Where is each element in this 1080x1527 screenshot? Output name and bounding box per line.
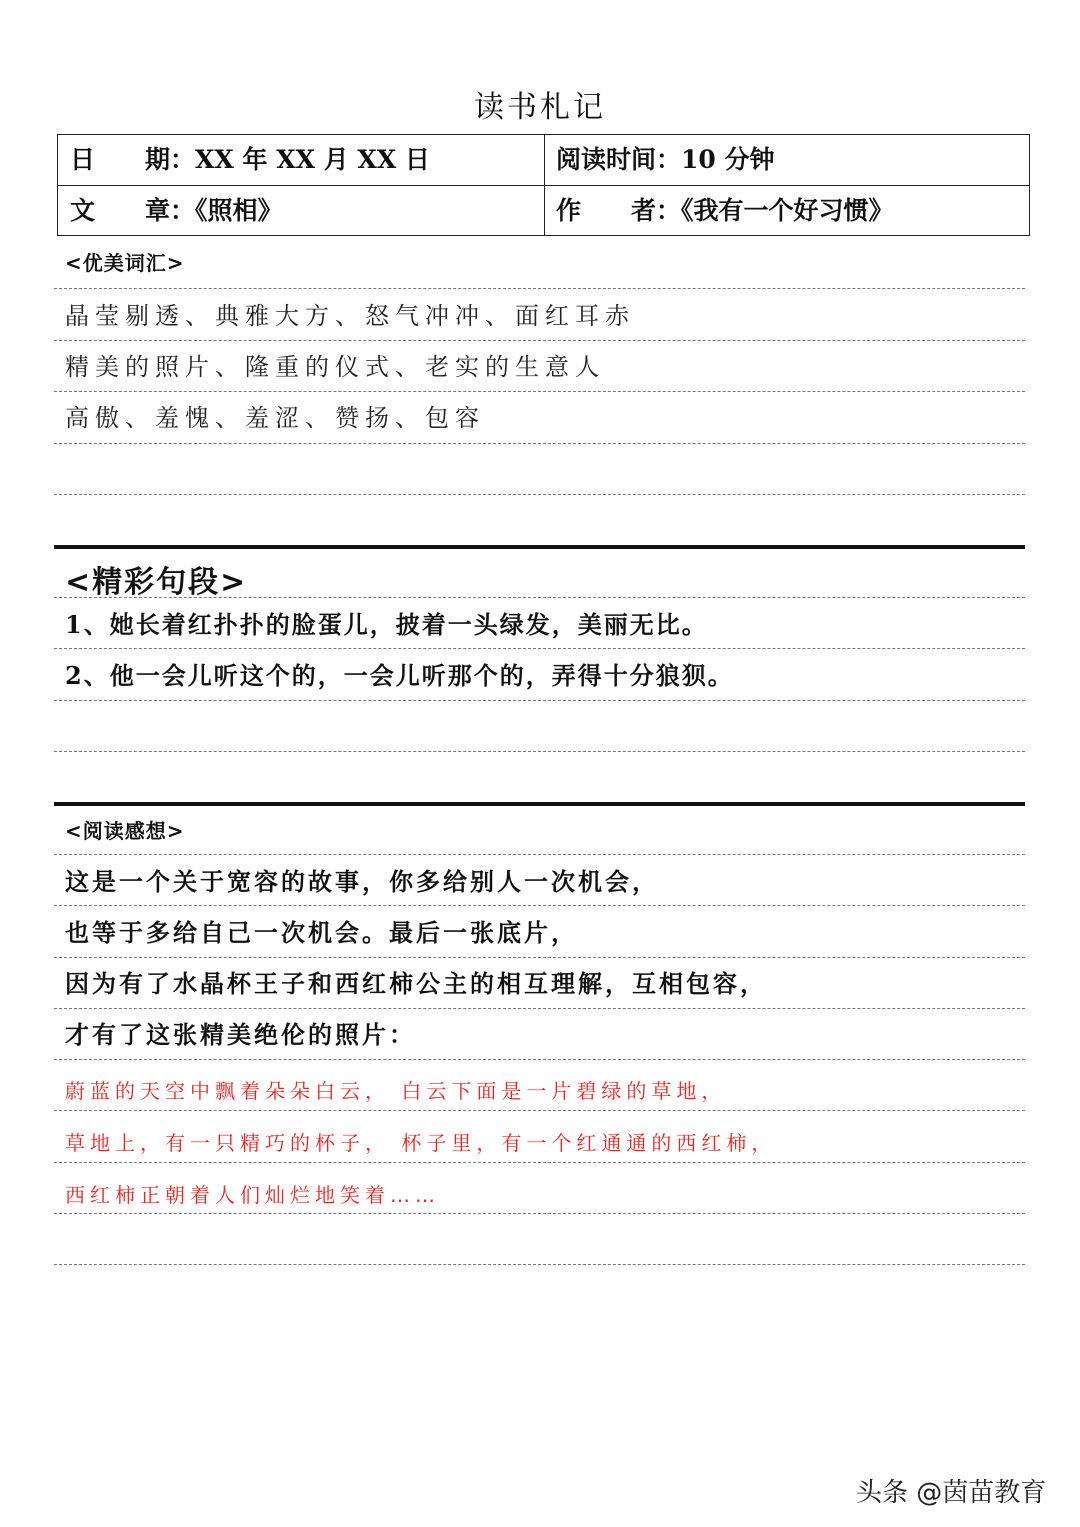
rule-line — [54, 494, 1025, 495]
rule-line — [54, 751, 1025, 752]
rule-line — [54, 1059, 1025, 1060]
rule-line — [54, 1162, 1025, 1163]
date-label: 日 期： — [70, 145, 196, 174]
rule-line — [54, 1213, 1025, 1214]
rule-line — [54, 443, 1025, 444]
rule-line — [54, 905, 1025, 906]
article-cell — [70, 186, 283, 236]
author-label: 作 者： — [556, 196, 682, 225]
page-title: 读书札记 — [474, 90, 606, 125]
vocab-heading: <优美词汇> — [65, 251, 185, 275]
thought-line-4: 才有了这张精美绝伦的照片： — [65, 1020, 416, 1049]
rule-line — [54, 340, 1025, 341]
rule-line — [54, 1110, 1025, 1111]
rule-line — [54, 288, 1025, 289]
red-line-2: 草地上，有一只精巧的杯子， 杯子里，有一个红通通的西红柿， — [65, 1131, 777, 1155]
section-divider — [54, 545, 1025, 549]
thought-line-1: 这是一个关于宽容的故事，你多给别人一次机会， — [65, 867, 659, 896]
date-value: XX 年 XX 月 XX 日 — [195, 145, 430, 174]
article-value: 《照相》 — [195, 196, 283, 225]
vocab-line-1: 晶莹剔透、典雅大方、怒气冲冲、面红耳赤 — [65, 302, 635, 330]
thought-line-2: 也等于多给自己一次机会。最后一张底片， — [65, 918, 578, 947]
red-line-1: 蔚蓝的天空中飘着朵朵白云， 白云下面是一片碧绿的草地， — [65, 1079, 727, 1103]
watermark: 头条 @茵苗教育 — [856, 1478, 1047, 1508]
rule-line — [54, 1264, 1025, 1265]
date-cell — [70, 135, 430, 185]
rule-line — [54, 700, 1025, 701]
rule-line — [54, 957, 1025, 958]
author-value: 《我有一个好习惯》 — [681, 196, 894, 225]
info-table-divider — [544, 135, 545, 235]
reading-time-cell — [556, 135, 775, 185]
vocab-line-2: 精美的照片、隆重的仪式、老实的生意人 — [65, 353, 605, 381]
sentences-heading: <精彩句段> — [65, 565, 248, 600]
reading-time-value: 10 分钟 — [681, 145, 775, 174]
section-divider — [54, 802, 1025, 806]
reading-time-label: 阅读时间： — [556, 145, 682, 174]
rule-line — [54, 391, 1025, 392]
rule-line — [54, 1008, 1025, 1009]
thoughts-heading: <阅读感想> — [65, 819, 185, 843]
article-label: 文 章： — [70, 196, 196, 225]
sentence-line-1: 1、她长着红扑扑的脸蛋儿，披着一头绿发，美丽无比。 — [65, 610, 708, 639]
vocab-line-3: 高傲、羞愧、羞涩、赞扬、包容 — [65, 404, 485, 432]
rule-line — [54, 854, 1025, 855]
rule-line — [54, 648, 1025, 649]
author-cell — [556, 186, 894, 236]
rule-line — [54, 597, 1025, 598]
thought-line-3: 因为有了水晶杯王子和西红柿公主的相互理解，互相包容， — [65, 969, 767, 998]
sentence-line-2: 2、他一会儿听这个的，一会儿听那个的，弄得十分狼狈。 — [65, 661, 734, 690]
info-table — [57, 134, 1030, 236]
red-line-3: 西红柿正朝着人们灿烂地笑着…… — [65, 1183, 440, 1207]
